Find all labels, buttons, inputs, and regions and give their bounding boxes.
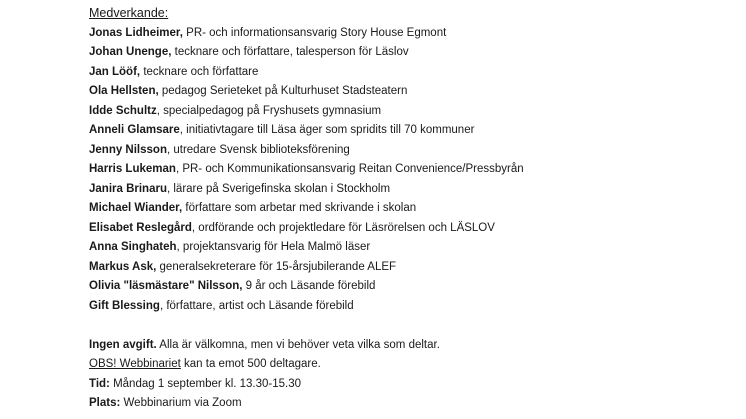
time-text: Måndag 1 september kl. 13.30-15.30 xyxy=(109,377,302,390)
participant-row xyxy=(89,199,729,219)
participant-name: Johan Unenge, xyxy=(89,46,172,58)
participant-name: Idde Schultz xyxy=(89,104,157,117)
participant-row xyxy=(89,63,729,83)
participant-desc: , initiativtagare till Läsa äger som spridits till 70 kommuner xyxy=(179,124,475,136)
participant-row xyxy=(89,277,729,297)
fee-line xyxy=(89,336,729,356)
participant-row xyxy=(89,160,729,180)
participant-name: Elisabet Reslegård xyxy=(89,221,192,234)
participant-row xyxy=(89,238,729,258)
participant-desc: PR- och informationsansvarig Story House Egmont xyxy=(182,26,447,39)
obs-line xyxy=(89,355,729,375)
participant-name: Anna Singhateh xyxy=(89,241,177,253)
participant-row xyxy=(89,141,729,161)
participant-row xyxy=(89,24,729,44)
participant-row xyxy=(89,297,729,317)
participant-desc: författare som arbetar med skrivande i skolan xyxy=(182,202,417,214)
obs-label: OBS! Webbinariet xyxy=(89,358,181,370)
participant-desc: , utredare Svensk biblioteksförening xyxy=(166,143,350,156)
participant-name: Anneli Glamsare xyxy=(89,124,180,136)
time-label: Tid: xyxy=(89,377,110,390)
participant-name: Jenny Nilsson xyxy=(89,143,167,156)
participant-desc: tecknare och författare, talesperson för Läslov xyxy=(171,46,409,58)
participant-desc: generalsekreterare för 15-årsjubilerande ALEF xyxy=(156,260,397,273)
participant-list xyxy=(89,24,729,317)
participant-desc: , projektansvarig för Hela Malmö läser xyxy=(176,241,371,253)
participant-name: Harris Lukeman xyxy=(89,163,176,175)
participant-name: Michael Wiander, xyxy=(89,202,183,214)
participant-name: Olivia "läsmästare" Nilsson, xyxy=(89,280,243,292)
participant-row xyxy=(89,258,729,278)
participant-desc: tecknare och författare xyxy=(140,65,259,78)
obs-text: kan ta emot 500 deltagare. xyxy=(180,358,321,370)
participant-desc: , specialpedagog på Fryshusets gymnasium xyxy=(156,104,382,117)
participant-row xyxy=(89,82,729,102)
participant-desc: , ordförande och projektledare för Läsrörelsen och LÄSLOV xyxy=(191,221,495,234)
participant-name: Ola Hellsten, xyxy=(89,85,159,97)
participant-name: Jan Lööf, xyxy=(89,65,141,78)
place-label: Plats: xyxy=(89,397,121,409)
fee-label: Ingen avgift. xyxy=(89,338,157,351)
participant-row xyxy=(89,43,729,63)
participant-row xyxy=(89,180,729,200)
participant-row xyxy=(89,121,729,141)
paragraph-gap xyxy=(89,316,729,336)
time-line xyxy=(89,375,729,395)
participant-desc: , lärare på Sverigefinska skolan i Stockholm xyxy=(166,182,391,195)
participant-desc: pedagog Serieteket på Kulturhuset Stadsteatern xyxy=(158,85,408,97)
participant-name: Gift Blessing xyxy=(89,299,160,312)
place-line xyxy=(89,394,729,414)
participant-name: Janira Brinaru xyxy=(89,182,167,195)
event-info xyxy=(89,336,729,414)
participants-heading: Medverkande: xyxy=(89,6,169,20)
fee-text: Alla är välkomna, men vi behöver veta vilka som deltar. xyxy=(156,338,440,351)
participant-desc: , PR- och Kommunikationsansvarig Reitan Convenience/Pressbyrån xyxy=(175,163,524,175)
participant-desc: 9 år och Läsande förebild xyxy=(242,280,376,292)
participant-name: Markus Ask, xyxy=(89,260,157,273)
participant-row xyxy=(89,219,729,239)
participant-row xyxy=(89,102,729,122)
place-text: Webbinarium via Zoom xyxy=(120,397,242,409)
participant-desc: , författare, artist och Läsande förebild xyxy=(159,299,354,312)
participant-name: Jonas Lidheimer, xyxy=(89,26,183,39)
document-body xyxy=(89,4,729,414)
